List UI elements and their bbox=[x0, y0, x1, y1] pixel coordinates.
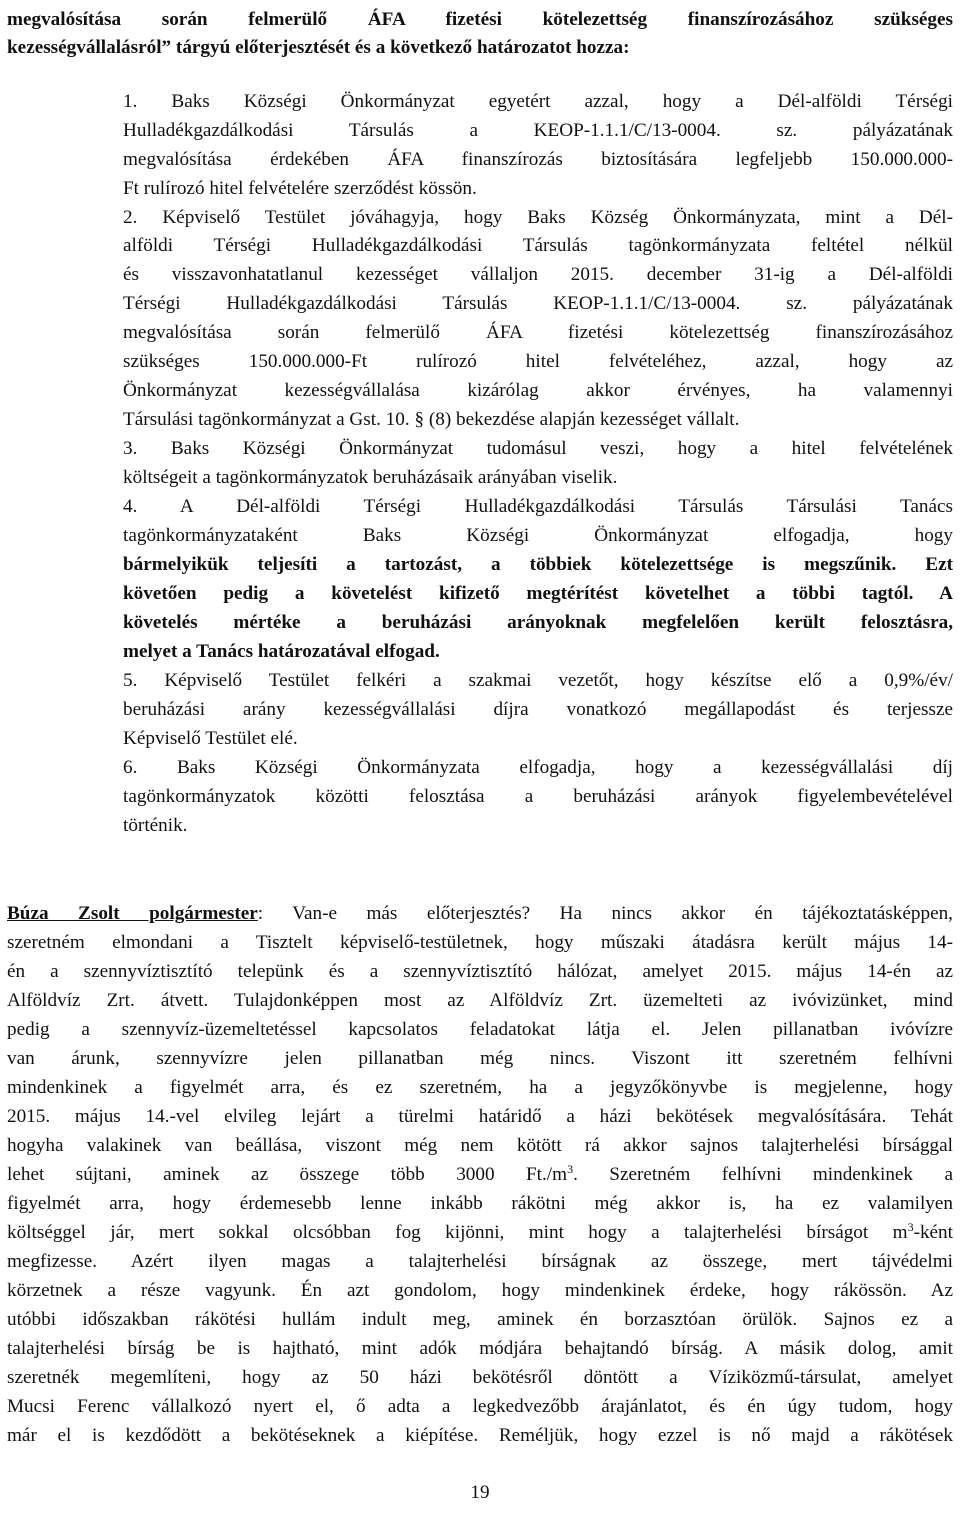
speech-line: Alföldvíz Zrt. átvett. Tulajdonképpen most az Alföldvíz Zrt. üzemelteti az ivóvizünket, mind bbox=[7, 990, 953, 1011]
item-4-bold-line-4: melyet a Tanács határozatával elfogad. bbox=[123, 641, 440, 662]
speech-line: szeretnék megemlíteni, hogy az 50 házi bekötésről döntött a Víziközmű-társulat, amelyet bbox=[7, 1367, 953, 1388]
item-1-line-4: Ft rulírozó hitel felvételére szerződést kössön. bbox=[123, 178, 477, 199]
item-2-line-4: Térségi Hulladékgazdálkodási Társulás KEOP-1.1.1/C/13-0004. sz. pályázatának bbox=[123, 293, 953, 314]
speech-line: hogyha valakinek van beállása, viszont még nem kötött rá akkor sajnos talajterhelési bírsággal bbox=[7, 1135, 953, 1156]
page-number: 19 bbox=[470, 1482, 490, 1503]
speech-line: Mucsi Ferenc vállalkozó nyert el, ő adta a legkedvezőbb árajánlatot, és én úgy tudom, hogy bbox=[7, 1396, 953, 1417]
speech-line: körzetnek a része vagyunk. Én azt gondolom, hogy mindenkinek érdeke, hogy rákössön. Az bbox=[7, 1280, 953, 1301]
speech-first-line-rest: : Van-e más előterjesztés? Ha nincs akkor én tájékoztatásképpen, bbox=[257, 903, 953, 924]
speech-line-cubic-meter-b bbox=[7, 1221, 953, 1245]
item-2-line-8: Társulási tagönkormányzat a Gst. 10. § (8) bekezdése alapján kezességet vállalt. bbox=[123, 409, 740, 430]
item-2-line-3: és visszavonhatatlanul kezességet vállaljon 2015. december 31-ig a Dél-alföldi bbox=[123, 264, 953, 285]
item-5-line-1: 5. Képviselő Testület felkéri a szakmai vezetőt, hogy készítse elő a 0,9%/év/ bbox=[123, 670, 953, 691]
speech-text-segment: lehet sújtani, aminek az összege több 3000 Ft./m bbox=[7, 1164, 568, 1185]
speech-line: utóbbi időszakban rákötési hullám indult meg, aminek én borzasztóan örülök. Sajnos ez a bbox=[7, 1309, 953, 1330]
item-1-line-2: Hulladékgazdálkodási Társulás a KEOP-1.1.1/C/13-0004. sz. pályázatának bbox=[123, 120, 953, 141]
item-6-line-3: történik. bbox=[123, 815, 188, 836]
intro-line-1: megvalósítása során felmerülő ÁFA fizetési kötelezettség finanszírozásához szükséges bbox=[7, 9, 953, 30]
item-5-line-2: beruházási arány kezességvállalási díjra vonatkozó megállapodást és terjessze bbox=[123, 699, 953, 720]
speech-line: talajterhelési bírság be is hajtható, mint adók módjára behajtandó bírság. A másik dolog, amit bbox=[7, 1338, 953, 1359]
speech-text-segment: . Szeretném felhívni mindenkinek a bbox=[573, 1164, 953, 1185]
item-5-line-3: Képviselő Testület elé. bbox=[123, 728, 298, 749]
speech-line: megfizesse. Azért ilyen magas a talajterhelési bírságnak az összege, mert tájvédelmi bbox=[7, 1251, 953, 1272]
item-1-line-3: megvalósítása érdekében ÁFA finanszírozás biztosítására legfeljebb 150.000.000- bbox=[123, 149, 953, 170]
item-4-bold-line-3: követelés mértéke a beruházási arányoknak megfelelően került felosztásra, bbox=[123, 612, 953, 633]
intro-line-2: kezességvállalásról” tárgyú előterjesztését és a következő határozatot hozza: bbox=[7, 37, 630, 58]
item-1-line-1: 1. Baks Községi Önkormányzat egyetért azzal, hogy a Dél-alföldi Térségi bbox=[123, 91, 953, 112]
item-6-line-1: 6. Baks Községi Önkormányzata elfogadja, hogy a kezességvállalási díj bbox=[123, 757, 953, 778]
speech-line: már el is kezdődött a bekötéseknek a kiépítése. Reméljük, hogy ezzel is nő majd a rákötések bbox=[7, 1425, 953, 1446]
speech-text-segment: költséggel jár, mert sokkal olcsóbban fog kijönni, mint hogy a talajterhelési bírságot m bbox=[7, 1222, 908, 1243]
speech-line: figyelmét arra, hogy érdemesebb lenne inkább rákötni még akkor is, ha ez valamilyen bbox=[7, 1193, 953, 1214]
item-2-line-6: szükséges 150.000.000-Ft rulírozó hitel felvételéhez, azzal, hogy az bbox=[123, 351, 953, 372]
item-4-bold-line-2: követően pedig a követelést kifizető megtérítést követelhet a többi tagtól. A bbox=[123, 583, 953, 604]
superscript: 3 bbox=[907, 1220, 914, 1234]
speech-first-line bbox=[7, 902, 953, 926]
item-4-bold-line-1: bármelyikük teljesíti a tartozást, a többiek kötelezettsége is megszűnik. Ezt bbox=[123, 554, 953, 575]
item-3-line-2: költségeit a tagönkormányzatok beruházásaik arányában viselik. bbox=[123, 467, 618, 488]
item-4-line-1: 4. A Dél-alföldi Térségi Hulladékgazdálkodási Társulás Társulási Tanács bbox=[123, 496, 953, 517]
superscript: 3 bbox=[567, 1162, 574, 1176]
speech-line: van árunk, szennyvízre jelen pillanatban még nincs. Viszont itt szeretném felhívni bbox=[7, 1048, 953, 1069]
speaker-name: Búza Zsolt polgármester bbox=[7, 903, 258, 924]
item-2-line-7: Önkormányzat kezességvállalása kizárólag akkor érvényes, ha valamennyi bbox=[123, 380, 953, 401]
item-2-line-5: megvalósítása során felmerülő ÁFA fizetési kötelezettség finanszírozásához bbox=[123, 322, 953, 343]
speech-line: 2015. május 14.-vel elvileg lejárt a türelmi határidő a házi bekötések megvalósítására. Tehát bbox=[7, 1106, 953, 1127]
speech-line: szeretném elmondani a Tisztelt képviselő-testületnek, hogy műszaki átadásra került május 14- bbox=[7, 932, 953, 953]
speech-line-cubic-meter-a bbox=[7, 1163, 953, 1187]
speech-line: pedig a szennyvíz-üzemeltetéssel kapcsolatos feladatokat látja el. Jelen pillanatban ivóvízre bbox=[7, 1019, 953, 1040]
item-2-line-1: 2. Képviselő Testület jóváhagyja, hogy Baks Község Önkormányzata, mint a Dél- bbox=[123, 207, 953, 228]
item-2-line-2: alföldi Térségi Hulladékgazdálkodási Társulás tagönkormányzata feltétel nélkül bbox=[123, 235, 953, 256]
speech-line: én a szennyvíztisztító telepünk és a szennyvíztisztító hálózat, amelyet 2015. május 14-én az bbox=[7, 961, 953, 982]
speech-line: mindenkinek a figyelmét arra, és ez szeretném, ha a jegyzőkönyvbe is megjelenne, hogy bbox=[7, 1077, 953, 1098]
item-4-line-2: tagönkormányzataként Baks Községi Önkormányzat elfogadja, hogy bbox=[123, 525, 953, 546]
item-3-line-1: 3. Baks Községi Önkormányzat tudomásul veszi, hogy a hitel felvételének bbox=[123, 438, 953, 459]
speech-text-segment: -ként bbox=[913, 1222, 953, 1243]
item-6-line-2: tagönkormányzatok közötti felosztása a beruházási arányok figyelembevételével bbox=[123, 786, 953, 807]
